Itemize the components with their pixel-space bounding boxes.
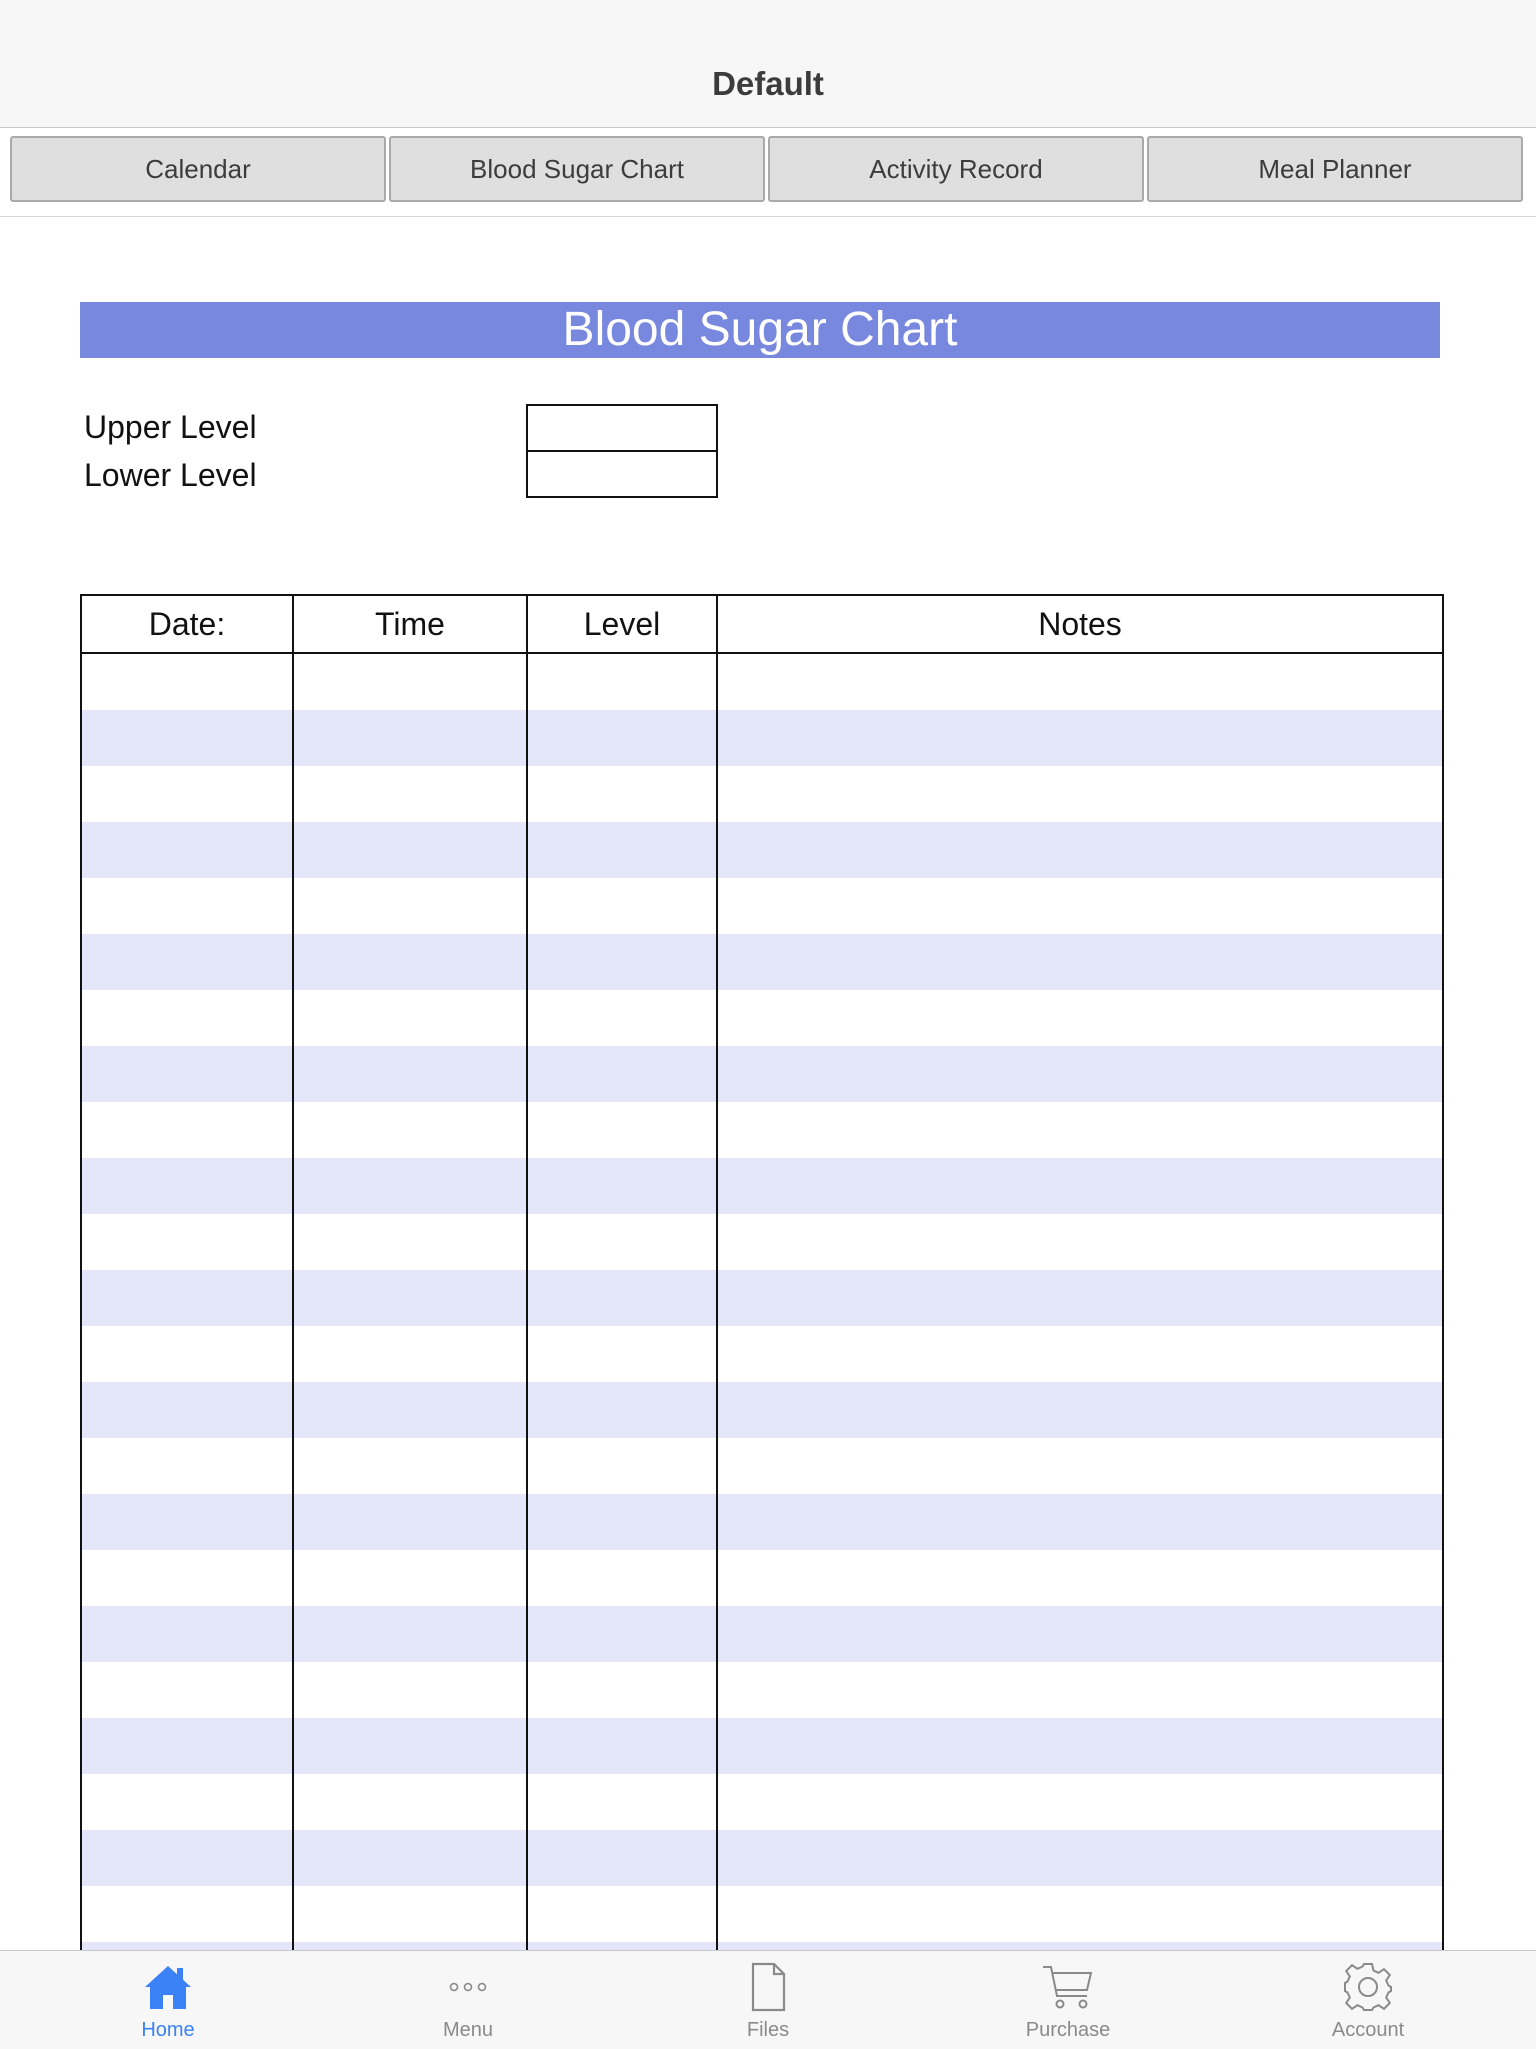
- header-level: Level: [527, 595, 717, 653]
- bottom-tab-bar: [0, 1950, 1536, 2049]
- notes-cell[interactable]: [717, 1942, 1443, 1950]
- bottom-tab-files-label: Files: [746, 2019, 790, 2041]
- header-notes: Notes: [717, 595, 1443, 653]
- level-cell[interactable]: [527, 710, 717, 766]
- time-cell[interactable]: [293, 766, 527, 822]
- time-cell[interactable]: [293, 653, 527, 710]
- table-row: [81, 1830, 1443, 1886]
- table-row: [81, 1158, 1443, 1214]
- table-row: [81, 1942, 1443, 1950]
- table-row: [81, 766, 1443, 822]
- lower-level-label: Lower Level: [84, 457, 257, 493]
- date-cell[interactable]: [81, 1942, 293, 1950]
- table-row: [81, 710, 1443, 766]
- date-cell[interactable]: [81, 1158, 293, 1214]
- time-cell[interactable]: [293, 1214, 527, 1270]
- notes-cell[interactable]: [717, 1382, 1443, 1438]
- table-row: [81, 1382, 1443, 1438]
- template-tab-bar: [0, 128, 1536, 217]
- tab-activity-record[interactable]: Activity Record: [768, 136, 1144, 202]
- date-cell[interactable]: [81, 1214, 293, 1270]
- notes-cell[interactable]: [717, 1830, 1443, 1886]
- chart-title-banner: Blood Sugar Chart: [80, 302, 1440, 358]
- gear-icon: [1218, 1961, 1518, 2013]
- bottom-tab-purchase-label: Purchase: [1025, 2019, 1111, 2041]
- lower-level-field[interactable]: [526, 450, 718, 498]
- date-cell[interactable]: [81, 1438, 293, 1494]
- bottom-tab-files[interactable]: [618, 1951, 918, 2049]
- date-cell[interactable]: [81, 822, 293, 878]
- time-cell[interactable]: [293, 1606, 527, 1662]
- bottom-tab-menu-label: Menu: [442, 2019, 494, 2041]
- level-cell[interactable]: [527, 653, 717, 710]
- notes-cell[interactable]: [717, 1550, 1443, 1606]
- level-cell[interactable]: [527, 1158, 717, 1214]
- notes-cell[interactable]: [717, 822, 1443, 878]
- notes-cell[interactable]: [717, 1438, 1443, 1494]
- level-cell[interactable]: [527, 1550, 717, 1606]
- date-cell[interactable]: [81, 1046, 293, 1102]
- table-row: [81, 1270, 1443, 1326]
- time-cell[interactable]: [293, 1774, 527, 1830]
- date-cell[interactable]: [81, 1606, 293, 1662]
- tab-calendar[interactable]: Calendar: [10, 136, 386, 202]
- notes-cell[interactable]: [717, 1046, 1443, 1102]
- level-cell[interactable]: [527, 1830, 717, 1886]
- navigation-bar: [0, 0, 1536, 128]
- table-row: [81, 1550, 1443, 1606]
- notes-cell[interactable]: [717, 1214, 1443, 1270]
- time-cell[interactable]: [293, 1718, 527, 1774]
- tab-meal-planner[interactable]: Meal Planner: [1147, 136, 1523, 202]
- level-cell[interactable]: [527, 1270, 717, 1326]
- level-cell[interactable]: [527, 878, 717, 934]
- level-cell[interactable]: [527, 1382, 717, 1438]
- level-cell[interactable]: [527, 1606, 717, 1662]
- time-cell[interactable]: [293, 1438, 527, 1494]
- bottom-tab-purchase[interactable]: [918, 1951, 1218, 2049]
- date-cell[interactable]: [81, 1102, 293, 1158]
- notes-cell[interactable]: [717, 766, 1443, 822]
- date-cell[interactable]: [81, 1494, 293, 1550]
- table-row: [81, 1326, 1443, 1382]
- time-cell[interactable]: [293, 1662, 527, 1718]
- table-row: [81, 1606, 1443, 1662]
- bottom-tab-account-label: Account: [1331, 2019, 1405, 2041]
- date-cell[interactable]: [81, 653, 293, 710]
- table-row: [81, 1774, 1443, 1830]
- date-cell[interactable]: [81, 1382, 293, 1438]
- date-cell[interactable]: [81, 1270, 293, 1326]
- bottom-tab-home-label: Home: [141, 2019, 195, 2041]
- upper-level-label: Upper Level: [84, 409, 257, 445]
- table-row: [81, 822, 1443, 878]
- table-row: [81, 1718, 1443, 1774]
- time-cell[interactable]: [293, 1886, 527, 1942]
- notes-cell[interactable]: [717, 653, 1443, 710]
- bottom-tab-home[interactable]: [18, 1951, 318, 2049]
- level-cell[interactable]: [527, 822, 717, 878]
- document-icon: [618, 1961, 918, 2013]
- time-cell[interactable]: [293, 710, 527, 766]
- notes-cell[interactable]: [717, 1270, 1443, 1326]
- home-icon: [18, 1961, 318, 2013]
- table-row: [81, 1102, 1443, 1158]
- date-cell[interactable]: [81, 710, 293, 766]
- table-row: [81, 934, 1443, 990]
- level-cell[interactable]: [527, 1326, 717, 1382]
- time-cell[interactable]: [293, 822, 527, 878]
- upper-level-field[interactable]: [526, 404, 718, 452]
- notes-cell[interactable]: [717, 878, 1443, 934]
- table-row: [81, 1886, 1443, 1942]
- level-cell[interactable]: [527, 766, 717, 822]
- notes-cell[interactable]: [717, 1606, 1443, 1662]
- level-cell[interactable]: [527, 1102, 717, 1158]
- table-header-row: [81, 595, 1443, 653]
- table-row: [81, 1214, 1443, 1270]
- time-cell[interactable]: [293, 1102, 527, 1158]
- notes-cell[interactable]: [717, 1774, 1443, 1830]
- table-row: [81, 1662, 1443, 1718]
- date-cell[interactable]: [81, 934, 293, 990]
- date-cell[interactable]: [81, 1718, 293, 1774]
- time-cell[interactable]: [293, 1830, 527, 1886]
- date-cell[interactable]: [81, 990, 293, 1046]
- table-row: [81, 1494, 1443, 1550]
- header-date: Date:: [81, 595, 293, 653]
- time-cell[interactable]: [293, 878, 527, 934]
- date-cell[interactable]: [81, 1774, 293, 1830]
- date-cell[interactable]: [81, 1550, 293, 1606]
- date-cell[interactable]: [81, 1886, 293, 1942]
- document-page: [0, 217, 1536, 1950]
- time-cell[interactable]: [293, 1382, 527, 1438]
- level-cell[interactable]: [527, 1718, 717, 1774]
- blood-sugar-table: [80, 594, 1444, 1950]
- table-row: [81, 1046, 1443, 1102]
- level-cell[interactable]: [527, 1774, 717, 1830]
- notes-cell[interactable]: [717, 1886, 1443, 1942]
- date-cell[interactable]: [81, 878, 293, 934]
- time-cell[interactable]: [293, 1550, 527, 1606]
- level-cell[interactable]: [527, 1214, 717, 1270]
- time-cell[interactable]: [293, 990, 527, 1046]
- bottom-tab-account[interactable]: [1218, 1951, 1518, 2049]
- notes-cell[interactable]: [717, 1494, 1443, 1550]
- notes-cell[interactable]: [717, 990, 1443, 1046]
- notes-cell[interactable]: [717, 1662, 1443, 1718]
- date-cell[interactable]: [81, 766, 293, 822]
- level-cell[interactable]: [527, 1942, 717, 1950]
- notes-cell[interactable]: [717, 934, 1443, 990]
- date-cell[interactable]: [81, 1830, 293, 1886]
- document-title: Default: [712, 65, 824, 102]
- table-row: [81, 878, 1443, 934]
- tab-blood-sugar-chart[interactable]: Blood Sugar Chart: [389, 136, 765, 202]
- level-cell[interactable]: [527, 1886, 717, 1942]
- more-dots-icon: [318, 1961, 618, 2013]
- level-cell[interactable]: [527, 1438, 717, 1494]
- notes-cell[interactable]: [717, 1326, 1443, 1382]
- level-cell[interactable]: [527, 990, 717, 1046]
- notes-cell[interactable]: [717, 1718, 1443, 1774]
- level-cell[interactable]: [527, 1046, 717, 1102]
- date-cell[interactable]: [81, 1662, 293, 1718]
- notes-cell[interactable]: [717, 710, 1443, 766]
- level-cell[interactable]: [527, 1494, 717, 1550]
- bottom-tab-menu[interactable]: [318, 1951, 618, 2049]
- level-cell[interactable]: [527, 1662, 717, 1718]
- notes-cell[interactable]: [717, 1102, 1443, 1158]
- time-cell[interactable]: [293, 1158, 527, 1214]
- time-cell[interactable]: [293, 1046, 527, 1102]
- time-cell[interactable]: [293, 934, 527, 990]
- cart-icon: [918, 1961, 1218, 2013]
- time-cell[interactable]: [293, 1326, 527, 1382]
- time-cell[interactable]: [293, 1942, 527, 1950]
- level-cell[interactable]: [527, 934, 717, 990]
- date-cell[interactable]: [81, 1326, 293, 1382]
- notes-cell[interactable]: [717, 1158, 1443, 1214]
- table-row: [81, 1438, 1443, 1494]
- table-row: [81, 653, 1443, 710]
- table-row: [81, 990, 1443, 1046]
- time-cell[interactable]: [293, 1270, 527, 1326]
- time-cell[interactable]: [293, 1494, 527, 1550]
- header-time: Time: [293, 595, 527, 653]
